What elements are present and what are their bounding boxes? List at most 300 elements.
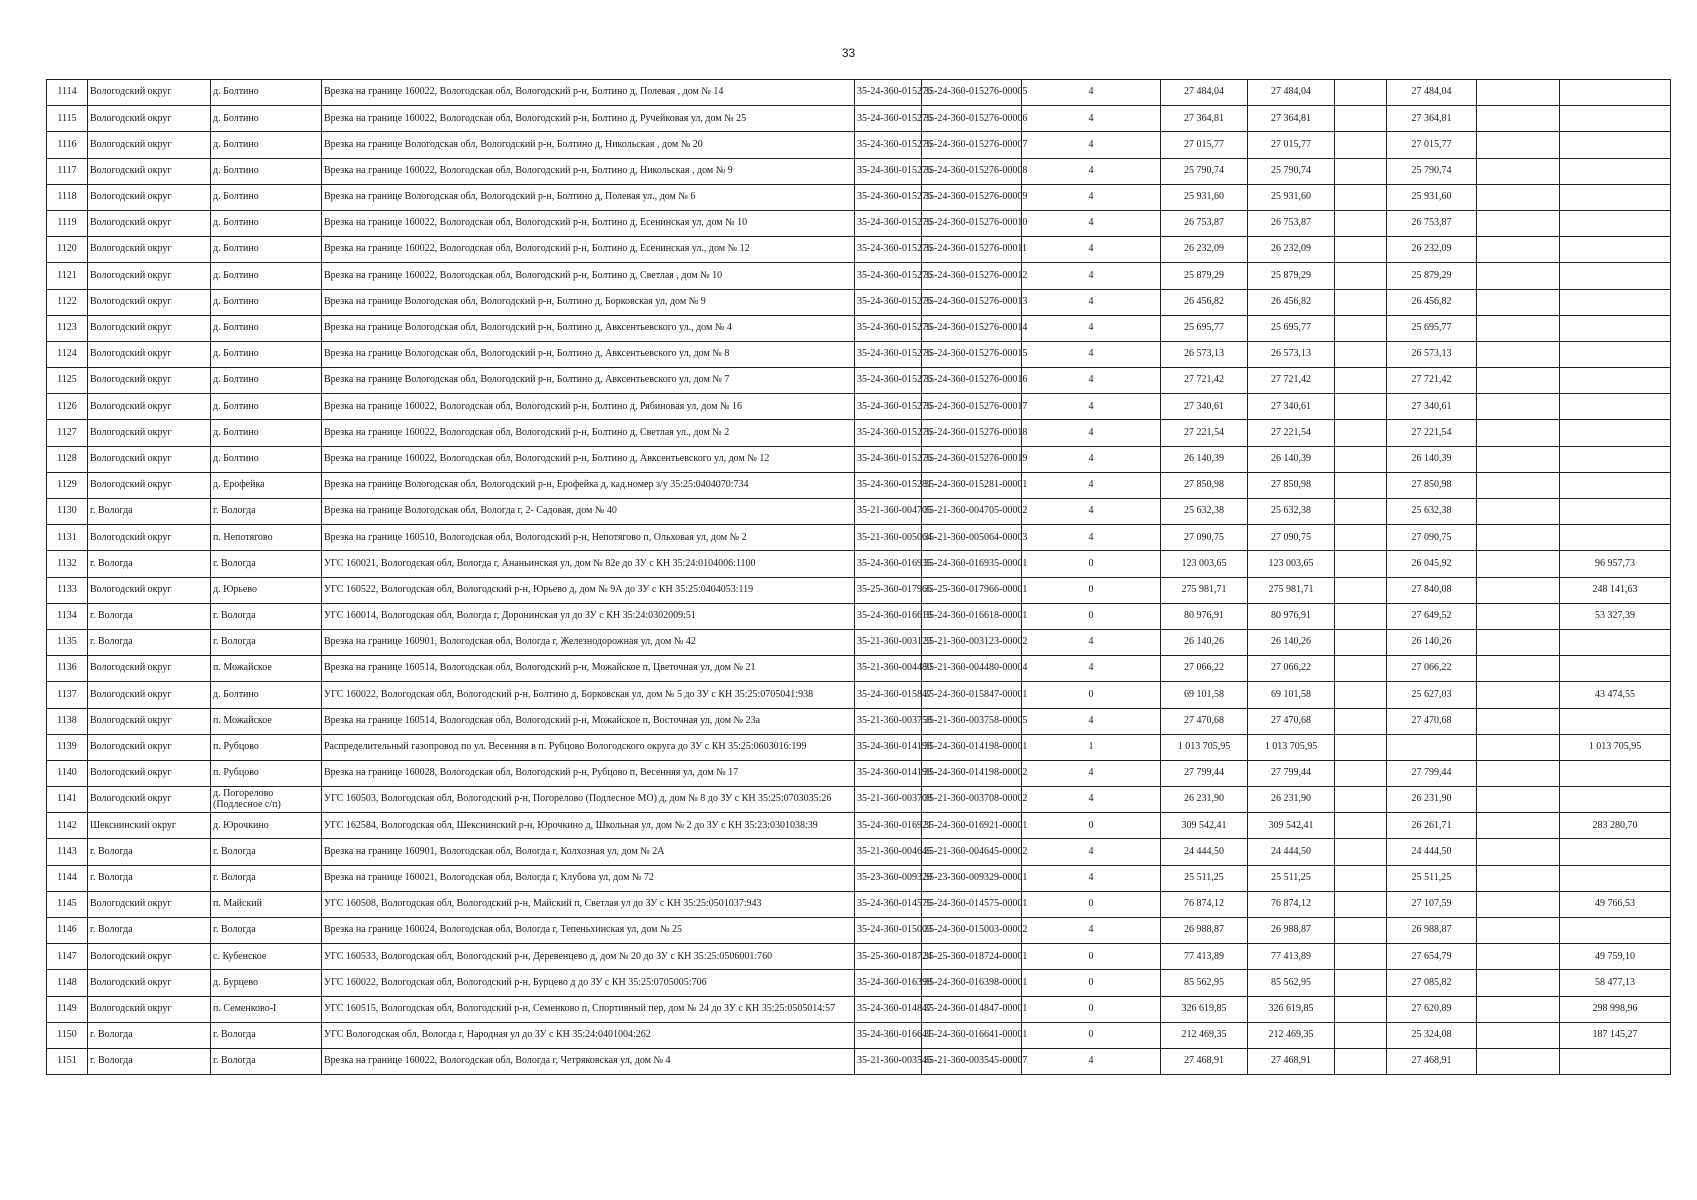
cell-cost-boundary: 26 573,13 — [1387, 341, 1477, 367]
cell-object-description: Распределительный газопровод по ул. Весенняя в п. Рубцово Вологодского округа до ЗУ с КН 35:25:0603016:199 — [322, 734, 855, 760]
cell-cost-column-empty — [1335, 184, 1387, 210]
cell-row-number: 1146 — [47, 918, 88, 944]
cell-district: г. Вологда — [88, 918, 211, 944]
cell-object-id: 35-24-360-015276-00014 — [922, 315, 1022, 341]
cell-cost-column-empty — [1335, 944, 1387, 970]
cell-district: Вологодский округ — [88, 446, 211, 472]
cell-cost-with-vat: 27 721,42 — [1248, 368, 1335, 394]
cell-cadastral-block: 35-24-360-015276 — [855, 368, 922, 394]
cell-cost-extra: 1 013 705,95 — [1560, 734, 1671, 760]
cell-category: 4 — [1022, 315, 1161, 341]
cell-settlement: д. Болтино — [211, 289, 322, 315]
cell-total-cost: 26 573,13 — [1161, 341, 1248, 367]
cell-cost-column-empty-2 — [1477, 184, 1560, 210]
cell-district: Вологодский округ — [88, 472, 211, 498]
cell-cost-extra — [1560, 263, 1671, 289]
cell-object-id: 35-21-360-003758-00005 — [922, 708, 1022, 734]
cell-category: 4 — [1022, 525, 1161, 551]
cell-category: 4 — [1022, 289, 1161, 315]
cell-object-id: 35-21-360-003545-00007 — [922, 1048, 1022, 1074]
cell-cost-extra — [1560, 472, 1671, 498]
cell-object-id: 35-24-360-015276-00007 — [922, 132, 1022, 158]
cell-object-description: Врезка на границе 160022, Вологодская обл, Вологодский р-н, Болтино д, Ручейковая ул, дом № 25 — [322, 106, 855, 132]
cell-cost-with-vat: 27 470,68 — [1248, 708, 1335, 734]
cell-object-description: Врезка на границе 160022, Вологодская обл, Вологодский р-н, Болтино д, Авксентьевского ул, дом № 12 — [322, 446, 855, 472]
cell-cost-column-empty — [1335, 368, 1387, 394]
cell-cost-column-empty-2 — [1477, 577, 1560, 603]
cell-cost-boundary: 25 627,03 — [1387, 682, 1477, 708]
cell-cadastral-block: 35-21-360-003123 — [855, 629, 922, 655]
cell-cadastral-block: 35-24-360-015276 — [855, 106, 922, 132]
cell-settlement: п. Можайское — [211, 656, 322, 682]
cell-cost-column-empty — [1335, 394, 1387, 420]
cell-cost-column-empty — [1335, 734, 1387, 760]
cell-category: 4 — [1022, 629, 1161, 655]
table-row — [47, 394, 1671, 420]
cell-cost-boundary: 26 045,92 — [1387, 551, 1477, 577]
cell-total-cost: 326 619,85 — [1161, 996, 1248, 1022]
cell-cost-column-empty — [1335, 499, 1387, 525]
cell-district: Вологодский округ — [88, 787, 211, 813]
cell-cost-column-empty-2 — [1477, 315, 1560, 341]
cell-settlement: г. Вологда — [211, 603, 322, 629]
cell-cost-extra — [1560, 865, 1671, 891]
cell-district: Вологодский округ — [88, 525, 211, 551]
cell-object-id: 35-21-360-004645-00002 — [922, 839, 1022, 865]
cell-district: Вологодский округ — [88, 394, 211, 420]
cell-category: 4 — [1022, 865, 1161, 891]
cell-row-number: 1125 — [47, 368, 88, 394]
table-row — [47, 184, 1671, 210]
cell-object-id: 35-24-360-016641-00001 — [922, 1022, 1022, 1048]
cell-row-number: 1123 — [47, 315, 88, 341]
cell-cost-extra — [1560, 210, 1671, 236]
cell-settlement: д. Болтино — [211, 420, 322, 446]
cell-object-description: УГС 160021, Вологодская обл, Вологда г, Ананьинская ул, дом № 82е до ЗУ с КН 35:24:0104006:1100 — [322, 551, 855, 577]
cell-row-number: 1137 — [47, 682, 88, 708]
cell-cadastral-block: 35-24-360-016935 — [855, 551, 922, 577]
cell-object-description: Врезка на границе Вологодская обл, Вологодский р-н, Болтино д, Никольская , дом № 20 — [322, 132, 855, 158]
cell-cost-column-empty — [1335, 210, 1387, 236]
table-row — [47, 1022, 1671, 1048]
table-row — [47, 891, 1671, 917]
cell-district: Вологодский округ — [88, 891, 211, 917]
cell-cadastral-block: 35-21-360-005064 — [855, 525, 922, 551]
cell-cost-boundary: 27 484,04 — [1387, 80, 1477, 106]
cell-row-number: 1147 — [47, 944, 88, 970]
cell-cost-boundary: 26 140,26 — [1387, 629, 1477, 655]
cell-cost-with-vat: 26 753,87 — [1248, 210, 1335, 236]
cell-object-id: 35-24-360-016618-00001 — [922, 603, 1022, 629]
cell-cadastral-block: 35-24-360-015276 — [855, 210, 922, 236]
cell-cadastral-block: 35-24-360-015276 — [855, 237, 922, 263]
cell-object-description: Врезка на границе 160022, Вологодская обл, Вологодский р-н, Болтино д, Никольская , дом № 9 — [322, 158, 855, 184]
cell-cost-column-empty — [1335, 787, 1387, 813]
cell-cost-boundary: 25 879,29 — [1387, 263, 1477, 289]
cell-district: г. Вологда — [88, 499, 211, 525]
cell-object-description: УГС 160533, Вологодская обл, Вологодский р-н, Деревенцево д, дом № 20 до ЗУ с КН 35:25:0506001:760 — [322, 944, 855, 970]
cell-object-description: Врезка на границе 160022, Вологодская обл, Вологодский р-н, Болтино д, Полевая , дом № 14 — [322, 80, 855, 106]
cell-row-number: 1139 — [47, 734, 88, 760]
cell-cadastral-block: 35-24-360-015276 — [855, 132, 922, 158]
cell-row-number: 1126 — [47, 394, 88, 420]
cell-object-description: УГС Вологодская обл, Вологда г, Народная ул до ЗУ с КН 35:24:0401004:262 — [322, 1022, 855, 1048]
cell-total-cost: 25 695,77 — [1161, 315, 1248, 341]
cell-district: Вологодский округ — [88, 577, 211, 603]
cell-total-cost: 27 090,75 — [1161, 525, 1248, 551]
cell-district: Вологодский округ — [88, 734, 211, 760]
cell-cost-boundary: 27 654,79 — [1387, 944, 1477, 970]
cell-cost-column-empty — [1335, 1048, 1387, 1074]
cell-total-cost: 123 003,65 — [1161, 551, 1248, 577]
cell-row-number: 1151 — [47, 1048, 88, 1074]
cell-cost-column-empty — [1335, 263, 1387, 289]
cell-total-cost: 25 511,25 — [1161, 865, 1248, 891]
cell-cost-boundary: 27 468,91 — [1387, 1048, 1477, 1074]
cell-cost-boundary: 27 015,77 — [1387, 132, 1477, 158]
cell-cost-column-empty — [1335, 760, 1387, 786]
cell-category: 4 — [1022, 368, 1161, 394]
table-row — [47, 368, 1671, 394]
cell-object-id: 35-24-360-015276-00017 — [922, 394, 1022, 420]
cell-object-id: 35-24-360-016398-00001 — [922, 970, 1022, 996]
cell-cost-boundary: 26 140,39 — [1387, 446, 1477, 472]
cell-cost-extra — [1560, 446, 1671, 472]
table-row — [47, 315, 1671, 341]
cell-object-description: Врезка на границе 160021, Вологодская обл, Вологда г, Клубова ул, дом № 72 — [322, 865, 855, 891]
cell-cost-with-vat: 26 573,13 — [1248, 341, 1335, 367]
cell-settlement: г. Вологда — [211, 551, 322, 577]
cell-cost-column-empty-2 — [1477, 813, 1560, 839]
table-row — [47, 210, 1671, 236]
cell-settlement: п. Майский — [211, 891, 322, 917]
cell-category: 0 — [1022, 577, 1161, 603]
cell-district: Вологодский округ — [88, 656, 211, 682]
cell-category: 0 — [1022, 682, 1161, 708]
cell-object-description: УГС 160522, Вологодская обл, Вологодский р-н, Юрьево д, дом № 9А до ЗУ с КН 35:25:0404053:119 — [322, 577, 855, 603]
cell-object-description: Врезка на границе Вологодская обл, Вологодский р-н, Болтино д, Полевая ул., дом № 6 — [322, 184, 855, 210]
cell-object-description: Врезка на границе 160514, Вологодская обл, Вологодский р-н, Можайское п, Цветочная ул, дом № 21 — [322, 656, 855, 682]
cell-cost-with-vat: 25 879,29 — [1248, 263, 1335, 289]
cell-cost-with-vat: 27 090,75 — [1248, 525, 1335, 551]
cell-district: Вологодский округ — [88, 341, 211, 367]
cell-row-number: 1128 — [47, 446, 88, 472]
cell-total-cost: 26 988,87 — [1161, 918, 1248, 944]
cell-row-number: 1143 — [47, 839, 88, 865]
cell-cost-extra: 43 474,55 — [1560, 682, 1671, 708]
cell-cost-column-empty-2 — [1477, 603, 1560, 629]
cell-cost-column-empty — [1335, 158, 1387, 184]
table-row — [47, 865, 1671, 891]
cell-cost-column-empty — [1335, 839, 1387, 865]
cell-category: 0 — [1022, 1022, 1161, 1048]
cell-settlement: д. Болтино — [211, 368, 322, 394]
cell-category: 4 — [1022, 80, 1161, 106]
cell-total-cost: 77 413,89 — [1161, 944, 1248, 970]
cell-object-id: 35-24-360-015003-00002 — [922, 918, 1022, 944]
cell-cost-column-empty-2 — [1477, 289, 1560, 315]
cell-cost-with-vat: 26 456,82 — [1248, 289, 1335, 315]
cell-cost-column-empty — [1335, 603, 1387, 629]
cell-district: Вологодский округ — [88, 106, 211, 132]
cell-settlement: г. Вологда — [211, 499, 322, 525]
cell-object-description: УГС 162584, Вологодская обл, Шекснинский р-н, Юрочкино д, Школьная ул, дом № 2 до ЗУ с КН 35:23:0301038:39 — [322, 813, 855, 839]
table-row — [47, 839, 1671, 865]
cell-cost-column-empty — [1335, 970, 1387, 996]
cell-cost-column-empty-2 — [1477, 1022, 1560, 1048]
cell-cost-boundary: 27 470,68 — [1387, 708, 1477, 734]
cell-row-number: 1148 — [47, 970, 88, 996]
cell-total-cost: 25 931,60 — [1161, 184, 1248, 210]
cell-row-number: 1134 — [47, 603, 88, 629]
cell-cost-column-empty-2 — [1477, 446, 1560, 472]
cell-district: г. Вологда — [88, 839, 211, 865]
cell-category: 4 — [1022, 158, 1161, 184]
cell-cadastral-block: 35-21-360-003758 — [855, 708, 922, 734]
cell-object-description: Врезка на границе Вологодская обл, Вологодский р-н, Болтино д, Авксентьевского ул, дом № 8 — [322, 341, 855, 367]
table-row — [47, 80, 1671, 106]
cell-cost-with-vat: 25 790,74 — [1248, 158, 1335, 184]
cell-cost-with-vat: 27 468,91 — [1248, 1048, 1335, 1074]
cell-cost-boundary: 25 695,77 — [1387, 315, 1477, 341]
cell-row-number: 1140 — [47, 760, 88, 786]
cell-district: г. Вологда — [88, 1048, 211, 1074]
cell-cost-with-vat: 27 340,61 — [1248, 394, 1335, 420]
cell-cost-boundary: 27 721,42 — [1387, 368, 1477, 394]
cell-cost-boundary: 27 799,44 — [1387, 760, 1477, 786]
cell-cadastral-block: 35-24-360-015276 — [855, 341, 922, 367]
cell-settlement: г. Вологда — [211, 918, 322, 944]
cell-settlement: г. Вологда — [211, 865, 322, 891]
cell-object-id: 35-24-360-015276-00011 — [922, 237, 1022, 263]
table-row — [47, 158, 1671, 184]
cell-district: Вологодский округ — [88, 158, 211, 184]
cell-row-number: 1115 — [47, 106, 88, 132]
table-row — [47, 577, 1671, 603]
cell-cost-column-empty — [1335, 289, 1387, 315]
cell-object-description: УГС 160014, Вологодская обл, Вологда г, Доронинская ул до ЗУ с КН 35:24:0302009:51 — [322, 603, 855, 629]
cell-cost-with-vat: 27 066,22 — [1248, 656, 1335, 682]
cell-object-id: 35-24-360-015847-00001 — [922, 682, 1022, 708]
cell-district: Вологодский округ — [88, 184, 211, 210]
cell-total-cost: 25 879,29 — [1161, 263, 1248, 289]
cell-cost-with-vat: 27 850,98 — [1248, 472, 1335, 498]
cell-cadastral-block: 35-24-360-016921 — [855, 813, 922, 839]
cell-cadastral-block: 35-24-360-015276 — [855, 184, 922, 210]
cell-cost-with-vat: 25 511,25 — [1248, 865, 1335, 891]
table-row — [47, 263, 1671, 289]
cell-cost-column-empty — [1335, 525, 1387, 551]
cell-row-number: 1127 — [47, 420, 88, 446]
cell-cost-column-empty — [1335, 446, 1387, 472]
cell-settlement: п. Семенково-I — [211, 996, 322, 1022]
cell-row-number: 1145 — [47, 891, 88, 917]
cell-cost-with-vat: 25 632,38 — [1248, 499, 1335, 525]
cell-total-cost: 26 232,09 — [1161, 237, 1248, 263]
cell-row-number: 1119 — [47, 210, 88, 236]
cell-row-number: 1117 — [47, 158, 88, 184]
cell-district: г. Вологда — [88, 551, 211, 577]
cell-cadastral-block: 35-24-360-015276 — [855, 446, 922, 472]
cell-object-id: 35-24-360-015276-00018 — [922, 420, 1022, 446]
cell-object-id: 35-24-360-015276-00005 — [922, 80, 1022, 106]
cell-category: 4 — [1022, 106, 1161, 132]
cell-object-description: Врезка на границе Вологодская обл, Вологодский р-н, Болтино д, Авксентьевского ул, дом № 7 — [322, 368, 855, 394]
cell-cadastral-block: 35-24-360-014847 — [855, 996, 922, 1022]
cell-object-description: УГС 160503, Вологодская обл, Вологодский р-н, Погорелово (Подлесное МО) д, дом № 8 до ЗУ с КН 35:25:0703035:26 — [322, 787, 855, 813]
cell-cost-boundary: 25 931,60 — [1387, 184, 1477, 210]
cell-cost-boundary: 27 221,54 — [1387, 420, 1477, 446]
cell-category: 0 — [1022, 603, 1161, 629]
cell-cost-column-empty — [1335, 996, 1387, 1022]
cell-total-cost: 26 140,26 — [1161, 629, 1248, 655]
cell-total-cost: 26 753,87 — [1161, 210, 1248, 236]
cell-cost-with-vat: 24 444,50 — [1248, 839, 1335, 865]
cell-row-number: 1118 — [47, 184, 88, 210]
cell-category: 4 — [1022, 210, 1161, 236]
cell-total-cost: 1 013 705,95 — [1161, 734, 1248, 760]
cell-object-id: 35-24-360-015276-00013 — [922, 289, 1022, 315]
cell-cost-column-empty-2 — [1477, 472, 1560, 498]
cell-cost-extra — [1560, 106, 1671, 132]
cell-settlement: д. Болтино — [211, 263, 322, 289]
cell-cost-column-empty-2 — [1477, 368, 1560, 394]
cell-cadastral-block: 35-23-360-009329 — [855, 865, 922, 891]
cell-cost-column-empty — [1335, 132, 1387, 158]
cell-object-id: 35-24-360-015281-00001 — [922, 472, 1022, 498]
cell-settlement: д. Болтино — [211, 106, 322, 132]
cell-row-number: 1114 — [47, 80, 88, 106]
cell-total-cost: 212 469,35 — [1161, 1022, 1248, 1048]
cell-cadastral-block: 35-24-360-015276 — [855, 263, 922, 289]
cell-cost-column-empty — [1335, 656, 1387, 682]
table-row — [47, 420, 1671, 446]
cell-object-id: 35-24-360-016921-00001 — [922, 813, 1022, 839]
cell-object-description: УГС 160022, Вологодская обл, Вологодский р-н, Бурцево д до ЗУ с КН 35:25:0705005:706 — [322, 970, 855, 996]
cell-object-description: Врезка на границе 160028, Вологодская обл, Вологодский р-н, Рубцово п, Весенняя ул, дом № 17 — [322, 760, 855, 786]
table-row — [47, 734, 1671, 760]
cell-cost-boundary: 27 340,61 — [1387, 394, 1477, 420]
cell-cost-column-empty — [1335, 315, 1387, 341]
cell-cadastral-block: 35-24-360-015276 — [855, 80, 922, 106]
cell-cadastral-block: 35-24-360-015276 — [855, 158, 922, 184]
cell-cost-with-vat: 27 364,81 — [1248, 106, 1335, 132]
table-row — [47, 944, 1671, 970]
cell-object-description: Врезка на границе Вологодская обл, Вологда г, 2- Садовая, дом № 40 — [322, 499, 855, 525]
cell-settlement: д. Болтино — [211, 158, 322, 184]
cell-settlement: п. Рубцово — [211, 734, 322, 760]
cell-row-number: 1116 — [47, 132, 88, 158]
cell-cost-boundary: 25 511,25 — [1387, 865, 1477, 891]
cell-category: 0 — [1022, 996, 1161, 1022]
cell-category: 1 — [1022, 734, 1161, 760]
cell-total-cost: 27 721,42 — [1161, 368, 1248, 394]
cell-cost-column-empty-2 — [1477, 341, 1560, 367]
cell-category: 4 — [1022, 263, 1161, 289]
table-row — [47, 1048, 1671, 1074]
cell-total-cost: 27 015,77 — [1161, 132, 1248, 158]
cell-cost-boundary: 26 988,87 — [1387, 918, 1477, 944]
cell-cadastral-block: 35-24-360-014198 — [855, 734, 922, 760]
cell-cost-extra — [1560, 839, 1671, 865]
cell-cadastral-block: 35-24-360-015276 — [855, 420, 922, 446]
cell-category: 4 — [1022, 132, 1161, 158]
cell-object-id: 35-21-360-004480-00004 — [922, 656, 1022, 682]
table-row — [47, 603, 1671, 629]
cell-cost-boundary: 27 850,98 — [1387, 472, 1477, 498]
cell-cost-column-empty-2 — [1477, 210, 1560, 236]
cell-cost-column-empty-2 — [1477, 787, 1560, 813]
table-row — [47, 132, 1671, 158]
cell-cost-column-empty-2 — [1477, 708, 1560, 734]
cell-cost-column-empty-2 — [1477, 891, 1560, 917]
cell-object-description: Врезка на границе 160510, Вологодская обл, Вологодский р-н, Непотягово п, Ольховая ул, дом № 2 — [322, 525, 855, 551]
cell-total-cost: 24 444,50 — [1161, 839, 1248, 865]
cell-cost-extra — [1560, 525, 1671, 551]
table-row — [47, 996, 1671, 1022]
cell-cost-extra: 248 141,63 — [1560, 577, 1671, 603]
table-row — [47, 289, 1671, 315]
cell-row-number: 1124 — [47, 341, 88, 367]
cell-total-cost: 25 790,74 — [1161, 158, 1248, 184]
cell-settlement: д. Болтино — [211, 210, 322, 236]
cell-district: г. Вологда — [88, 865, 211, 891]
cell-settlement: д. Болтино — [211, 446, 322, 472]
table-row — [47, 708, 1671, 734]
cell-cost-with-vat: 27 799,44 — [1248, 760, 1335, 786]
cell-cost-extra: 96 957,73 — [1560, 551, 1671, 577]
cell-row-number: 1138 — [47, 708, 88, 734]
cell-cost-column-empty-2 — [1477, 918, 1560, 944]
cell-row-number: 1129 — [47, 472, 88, 498]
cell-row-number: 1132 — [47, 551, 88, 577]
table-row — [47, 525, 1671, 551]
cell-category: 0 — [1022, 970, 1161, 996]
cell-object-id: 35-24-360-014847-00001 — [922, 996, 1022, 1022]
cell-cost-column-empty-2 — [1477, 106, 1560, 132]
table-row — [47, 446, 1671, 472]
cell-cadastral-block: 35-24-360-015276 — [855, 394, 922, 420]
cell-cost-with-vat: 76 874,12 — [1248, 891, 1335, 917]
cell-row-number: 1130 — [47, 499, 88, 525]
cell-cadastral-block: 35-24-360-014198 — [855, 760, 922, 786]
cell-district: Вологодский округ — [88, 80, 211, 106]
cell-settlement: д. Погорелово (Подлесное с/п) — [211, 787, 322, 813]
cell-cost-column-empty-2 — [1477, 944, 1560, 970]
cell-object-description: Врезка на границе 160024, Вологодская обл, Вологда г, Тепеньхинская ул, дом № 25 — [322, 918, 855, 944]
cell-object-id: 35-24-360-014198-00002 — [922, 760, 1022, 786]
cell-object-description: Врезка на границе 160022, Вологодская обл, Вологодский р-н, Болтино д, Рябиновая ул, дом № 16 — [322, 394, 855, 420]
cell-cost-with-vat: 26 231,90 — [1248, 787, 1335, 813]
cell-category: 0 — [1022, 813, 1161, 839]
cell-cost-column-empty-2 — [1477, 499, 1560, 525]
cell-object-id: 35-24-360-016935-00001 — [922, 551, 1022, 577]
cell-cost-extra — [1560, 158, 1671, 184]
cell-cost-extra — [1560, 1048, 1671, 1074]
cell-cost-boundary: 27 107,59 — [1387, 891, 1477, 917]
cell-district: Вологодский округ — [88, 368, 211, 394]
cell-category: 4 — [1022, 184, 1161, 210]
cell-cadastral-block: 35-24-360-016398 — [855, 970, 922, 996]
cell-district: г. Вологда — [88, 629, 211, 655]
cell-cost-with-vat: 80 976,91 — [1248, 603, 1335, 629]
cell-cost-column-empty — [1335, 891, 1387, 917]
cell-cost-boundary: 26 753,87 — [1387, 210, 1477, 236]
cell-cadastral-block: 35-25-360-017966 — [855, 577, 922, 603]
cell-cadastral-block: 35-24-360-016641 — [855, 1022, 922, 1048]
cell-settlement: д. Ерофейка — [211, 472, 322, 498]
cell-cost-extra: 53 327,39 — [1560, 603, 1671, 629]
